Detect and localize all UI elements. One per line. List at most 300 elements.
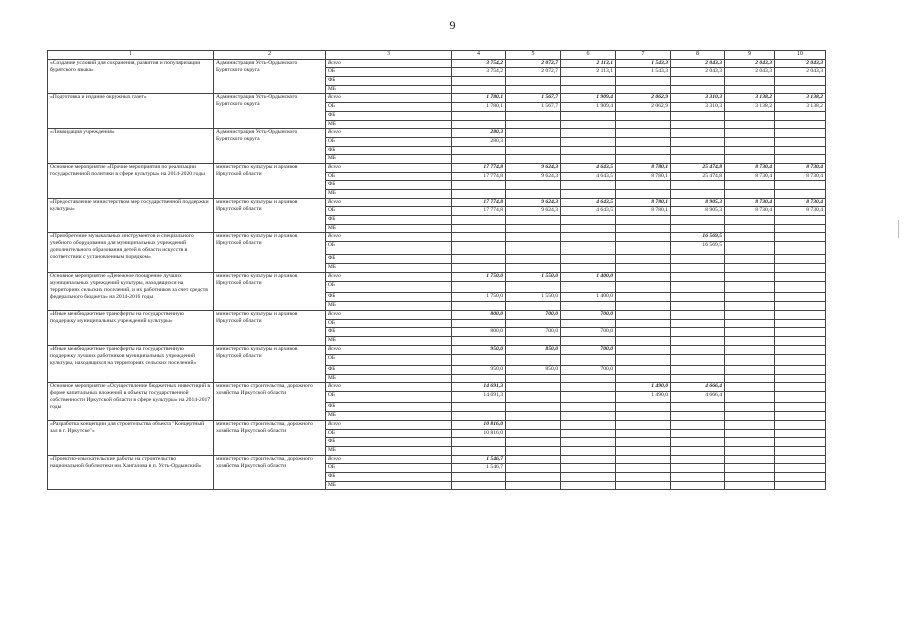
amount-cell [616,264,671,273]
measure-name: «Предоставление министерством мер государственной поддержки культуры» [48,198,214,233]
amount-cell [775,365,826,374]
amount-cell: 8 730,4 [775,163,826,172]
page-number: 9 [449,18,456,32]
amount-cell [775,464,826,473]
amount-cell [725,146,775,155]
amount-cell [506,383,561,392]
amount-cell [452,282,506,293]
table-row [48,420,826,429]
amount-cell [506,264,561,273]
amount-cell [506,481,561,490]
funding-source: ОБ [326,207,452,216]
amount-cell [616,255,671,264]
amount-cell [561,354,616,365]
amount-cell: 4 643,5 [561,172,616,181]
column-header: 5 [506,51,561,60]
amount-cell [775,85,826,94]
amount-cell [775,120,826,129]
amount-cell [725,137,775,146]
amount-cell [506,242,561,255]
funding-source: Всего [326,455,452,464]
amount-cell [775,392,826,403]
amount-cell [775,319,826,328]
amount-cell [725,481,775,490]
executor-name: Администрация Усть-Ордынского Бурятского округа [214,94,326,129]
funding-source: ФБ [326,181,452,190]
amount-cell [452,242,506,255]
amount-cell [506,319,561,328]
funding-source: Всего [326,420,452,429]
amount-cell [616,420,671,429]
amount-cell [506,85,561,94]
amount-cell [506,464,561,473]
amount-cell: 2 043,3 [671,59,725,68]
amount-cell [725,302,775,311]
executor-name: министерство строительства, дорожного хозяйства Иркутской области [214,383,326,421]
amount-cell: 8 780,1 [616,172,671,181]
funding-source: ФБ [326,146,452,155]
amount-cell [671,255,725,264]
amount-cell [775,155,826,164]
amount-cell [561,282,616,293]
amount-cell [616,328,671,337]
column-header: 8 [671,51,725,60]
amount-cell: 4 643,5 [561,207,616,216]
amount-cell: 14 691,3 [452,392,506,403]
column-header: 2 [214,51,326,60]
amount-cell: 700,0 [506,310,561,319]
amount-cell [616,455,671,464]
funding-source: ФБ [326,403,452,412]
amount-cell [725,77,775,86]
amount-cell: 2 043,3 [775,68,826,77]
executor-name: министерство культуры и архивов Иркутской области [214,273,326,311]
amount-cell [616,216,671,225]
amount-cell [671,120,725,129]
amount-cell: 1 543,3 [616,68,671,77]
amount-cell [671,412,725,421]
executor-name: Администрация Усть-Ордынского Бурятского округа [214,129,326,164]
amount-cell [616,345,671,354]
amount-cell [506,255,561,264]
amount-cell [616,336,671,345]
funding-source: Всего [326,383,452,392]
amount-cell [561,473,616,482]
amount-cell: 3 138,2 [775,103,826,112]
amount-cell [561,190,616,199]
amount-cell [725,282,775,293]
amount-cell [561,264,616,273]
amount-cell [506,392,561,403]
amount-cell: 3 138,2 [725,103,775,112]
amount-cell [616,155,671,164]
amount-cell [671,111,725,120]
amount-cell [725,438,775,447]
table-row [48,233,826,242]
executor-name: министерство культуры и архивов Иркутской области [214,163,326,198]
amount-cell [725,181,775,190]
amount-cell [671,464,725,473]
funding-source: Всего [326,233,452,242]
amount-cell [616,302,671,311]
amount-cell [671,420,725,429]
amount-cell [671,328,725,337]
table-body [48,51,826,490]
amount-cell [671,216,725,225]
amount-cell [506,282,561,293]
amount-cell [616,146,671,155]
amount-cell [671,429,725,438]
amount-cell [561,412,616,421]
amount-cell [775,336,826,345]
amount-cell: 1 550,0 [506,293,561,302]
amount-cell: 2 113,1 [561,68,616,77]
measure-name: Основное мероприятие «Прочие мероприятия по реализации государственной политики в сфере культуры» на 2014-2020 годы [48,163,214,198]
table-row [48,345,826,354]
amount-cell [506,455,561,464]
amount-cell [452,77,506,86]
measure-name: «Иные межбюджетные трансферты на государственную поддержку лучших работников муниципальных учреждений культуры, находящихся на территориях сельских поселений» [48,345,214,383]
amount-cell [561,216,616,225]
amount-cell: 17 774,8 [452,163,506,172]
amount-cell [452,447,506,456]
amount-cell: 8 730,4 [775,172,826,181]
amount-cell [452,403,506,412]
funding-source: МБ [326,85,452,94]
amount-cell [725,224,775,233]
amount-cell: 9 624,3 [506,198,561,207]
funding-source: ФБ [326,473,452,482]
amount-cell [671,310,725,319]
amount-cell [725,354,775,365]
amount-cell [561,392,616,403]
amount-cell [561,224,616,233]
table-row [48,198,826,207]
amount-cell: 2 072,7 [506,68,561,77]
amount-cell [671,354,725,365]
table-row [48,129,826,138]
amount-cell [671,447,725,456]
amount-cell [616,429,671,438]
amount-cell [561,464,616,473]
amount-cell: 4 666,4 [671,383,725,392]
measure-name: Основное мероприятие «Денежное поощрение лучших муниципальных учреждений культуры, находящихся на территориях сельских поселений, и их работников за счет средств федерального бюджета» на 2014-2016 годы [48,273,214,311]
amount-cell [452,146,506,155]
amount-cell [561,429,616,438]
amount-cell [775,481,826,490]
amount-cell [561,77,616,86]
amount-cell: 3 754,2 [452,68,506,77]
amount-cell [671,155,725,164]
amount-cell: 8 730,4 [725,198,775,207]
funding-source: ОБ [326,392,452,403]
amount-cell [506,447,561,456]
amount-cell: 8 780,1 [616,198,671,207]
amount-cell: 8 780,1 [616,163,671,172]
amount-cell [725,447,775,456]
funding-source: МБ [326,374,452,383]
amount-cell [775,129,826,138]
amount-cell [671,190,725,199]
amount-cell: 8 730,4 [725,172,775,181]
amount-cell [506,438,561,447]
funding-source: ОБ [326,319,452,328]
amount-cell [671,438,725,447]
amount-cell: 280,3 [452,137,506,146]
amount-cell [775,429,826,438]
amount-cell: 4 666,4 [671,392,725,403]
funding-source: Всего [326,59,452,68]
amount-cell: 950,0 [452,365,506,374]
amount-cell [616,85,671,94]
amount-cell: 9 624,3 [506,207,561,216]
amount-cell [506,302,561,311]
amount-cell: 280,3 [452,129,506,138]
amount-cell [506,216,561,225]
amount-cell: 8 730,4 [725,207,775,216]
amount-cell [616,129,671,138]
amount-cell: 800,0 [452,328,506,337]
funding-source: ОБ [326,137,452,146]
amount-cell [561,374,616,383]
funding-source: Всего [326,94,452,103]
amount-cell [775,181,826,190]
amount-cell: 2 043,3 [725,59,775,68]
amount-cell [725,374,775,383]
amount-cell [561,181,616,190]
amount-cell [452,255,506,264]
amount-cell: 8 905,3 [671,207,725,216]
amount-cell: 700,0 [561,345,616,354]
funding-source: Всего [326,345,452,354]
amount-cell [725,85,775,94]
amount-cell [452,481,506,490]
funding-source: ОБ [326,103,452,112]
amount-cell [775,383,826,392]
amount-cell [671,181,725,190]
amount-cell [616,403,671,412]
amount-cell: 1 780,1 [452,103,506,112]
amount-cell: 700,0 [561,328,616,337]
amount-cell: 1 543,3 [616,59,671,68]
amount-cell [671,264,725,273]
amount-cell [775,282,826,293]
amount-cell [725,383,775,392]
funding-source: МБ [326,447,452,456]
amount-cell: 9 624,3 [506,163,561,172]
amount-cell [775,216,826,225]
amount-cell [506,137,561,146]
amount-cell [561,120,616,129]
amount-cell: 3 138,2 [725,94,775,103]
funding-source: ОБ [326,354,452,365]
amount-cell: 17 774,8 [452,207,506,216]
amount-cell: 2 113,1 [561,59,616,68]
amount-cell [725,336,775,345]
amount-cell: 1 400,0 [561,293,616,302]
amount-cell [616,319,671,328]
amount-cell [561,455,616,464]
amount-cell [561,319,616,328]
amount-cell [725,233,775,242]
column-header: 7 [616,51,671,60]
table-row [48,163,826,172]
amount-cell [561,233,616,242]
amount-cell [561,111,616,120]
amount-cell [452,181,506,190]
amount-cell [561,447,616,456]
funding-source: ОБ [326,172,452,181]
amount-cell [725,310,775,319]
amount-cell: 1 750,0 [452,273,506,282]
amount-cell [671,302,725,311]
funding-source: МБ [326,302,452,311]
amount-cell [671,85,725,94]
table-row [48,94,826,103]
amount-cell [452,224,506,233]
executor-name: министерство культуры и архивов Иркутской области [214,233,326,273]
amount-cell [775,345,826,354]
amount-cell [452,336,506,345]
amount-cell [506,403,561,412]
amount-cell [775,412,826,421]
amount-cell [561,85,616,94]
amount-cell: 1 490,0 [616,383,671,392]
amount-cell [775,190,826,199]
amount-cell [506,354,561,365]
amount-cell: 3 310,3 [671,94,725,103]
table-row [48,383,826,392]
amount-cell [725,111,775,120]
measure-name: «Проектно-изыскательские работы на строительство национальной библиотеки им.Хангалова в п. Усть-Ордынский» [48,455,214,490]
amount-cell [616,365,671,374]
amount-cell [452,319,506,328]
measure-name: Основное мероприятие «Осуществление бюджетных инвестиций в форме капитальных вложений в объекты государственной собственности Иркутской области в сфере культуры» на 2014-2017 годы [48,383,214,421]
funding-source: ОБ [326,429,452,438]
amount-cell [506,146,561,155]
amount-cell: 2 072,7 [506,59,561,68]
amount-cell: 950,0 [452,345,506,354]
amount-cell [506,120,561,129]
column-header: 10 [775,51,826,60]
amount-cell: 8 905,3 [671,198,725,207]
funding-source: МБ [326,412,452,421]
amount-cell [616,438,671,447]
funding-source: МБ [326,264,452,273]
amount-cell: 1 909,4 [561,94,616,103]
amount-cell [452,216,506,225]
amount-cell [775,264,826,273]
amount-cell: 2 043,3 [671,68,725,77]
amount-cell: 17 774,8 [452,198,506,207]
column-header: 6 [561,51,616,60]
amount-cell [561,420,616,429]
amount-cell: 1 567,7 [506,94,561,103]
amount-cell [671,345,725,354]
amount-cell [616,233,671,242]
amount-cell [506,336,561,345]
funding-source: МБ [326,155,452,164]
amount-cell [775,137,826,146]
amount-cell [452,155,506,164]
measure-name: «Разработка концепции для строительства объекта "Концертный зал в г. Иркутске"» [48,420,214,455]
amount-cell [671,336,725,345]
amount-cell [671,282,725,293]
amount-cell [506,374,561,383]
amount-cell [725,403,775,412]
executor-name: министерство культуры и архивов Иркутской области [214,198,326,233]
table-row [48,273,826,282]
amount-cell: 3 138,2 [775,94,826,103]
amount-cell: 8 730,4 [775,198,826,207]
measure-name: «Ликвидация учреждения» [48,129,214,164]
amount-cell [452,85,506,94]
amount-cell [616,464,671,473]
amount-cell [725,293,775,302]
amount-cell [616,282,671,293]
amount-cell: 10 816,0 [452,420,506,429]
funding-source: ФБ [326,438,452,447]
amount-cell [616,293,671,302]
amount-cell: 850,0 [506,365,561,374]
amount-cell: 1 750,0 [452,293,506,302]
amount-cell [725,345,775,354]
amount-cell: 16 569,5 [671,242,725,255]
amount-cell [725,328,775,337]
amount-cell [725,420,775,429]
amount-cell [775,224,826,233]
amount-cell: 9 624,3 [506,172,561,181]
amount-cell [616,181,671,190]
amount-cell [671,273,725,282]
amount-cell: 25 474,8 [671,172,725,181]
amount-cell: 4 643,5 [561,198,616,207]
amount-cell [506,429,561,438]
amount-cell: 17 774,8 [452,172,506,181]
amount-cell: 1 550,0 [506,273,561,282]
measure-name: «Создание условий для сохранения, развития и популяризации бурятского языка» [48,59,214,94]
funding-source: ОБ [326,282,452,293]
amount-cell [775,473,826,482]
amount-cell [561,302,616,311]
amount-cell [616,137,671,146]
funding-source: ФБ [326,216,452,225]
amount-cell [506,412,561,421]
amount-cell [616,190,671,199]
amount-cell [616,273,671,282]
amount-cell [725,190,775,199]
amount-cell: 1 546,7 [452,464,506,473]
amount-cell [725,319,775,328]
amount-cell: 2 043,3 [775,59,826,68]
funding-source: МБ [326,120,452,129]
amount-cell: 8 780,1 [616,207,671,216]
funding-source: ОБ [326,68,452,77]
amount-cell [452,302,506,311]
amount-cell [561,129,616,138]
funding-source: Всего [326,163,452,172]
amount-cell [775,455,826,464]
amount-cell: 14 691,3 [452,383,506,392]
amount-cell [671,455,725,464]
amount-cell [775,302,826,311]
amount-cell [725,429,775,438]
amount-cell [452,190,506,199]
amount-cell: 1 546,7 [452,455,506,464]
amount-cell: 800,0 [452,310,506,319]
amount-cell [725,242,775,255]
amount-cell [616,412,671,421]
